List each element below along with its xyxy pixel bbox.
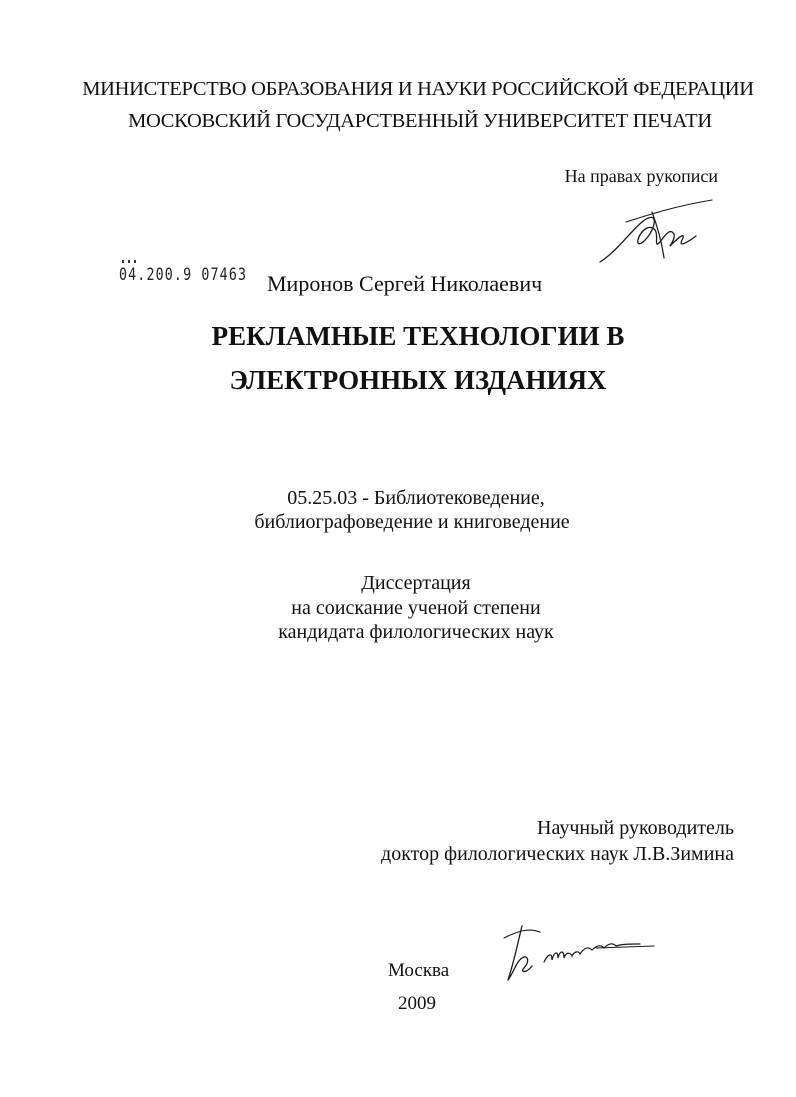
year: 2009 xyxy=(398,993,436,1014)
degree-purpose: на соискание ученой степени xyxy=(291,597,541,619)
supervisor-label: Научный руководитель xyxy=(537,817,734,839)
city: Москва xyxy=(388,960,450,981)
library-stamp-code: 04.200.9 07463 xyxy=(119,265,248,285)
supervisor-signature xyxy=(500,918,660,990)
dissertation-title-line-1: РЕКЛАМНЫЕ ТЕХНОЛОГИИ В xyxy=(211,321,625,351)
manuscript-rights-note: На правах рукописи xyxy=(564,166,718,186)
ministry-heading: МИНИСТЕРСТВО ОБРАЗОВАНИЯ И НАУКИ РОССИЙСКОЙ ФЕДЕРАЦИИ xyxy=(82,78,754,100)
university-heading: МОСКОВСКИЙ ГОСУДАРСТВЕННЫЙ УНИВЕРСИТЕТ ПЕЧАТИ xyxy=(128,110,712,132)
specialty-code: 05.25.03 - Библиотековедение, xyxy=(287,487,545,509)
supervisor-name: доктор филологических наук Л.В.Зимина xyxy=(381,843,734,865)
specialty-name: библиографоведение и книговедение xyxy=(254,511,570,533)
dissertation-title-line-2: ЭЛЕКТРОННЫХ ИЗДАНИЯХ xyxy=(229,365,607,395)
author-name: Миронов Сергей Николаевич xyxy=(267,271,543,296)
degree-name: кандидата филологических наук xyxy=(278,621,554,643)
author-signature xyxy=(596,192,716,270)
document-type: Диссертация xyxy=(361,572,471,594)
